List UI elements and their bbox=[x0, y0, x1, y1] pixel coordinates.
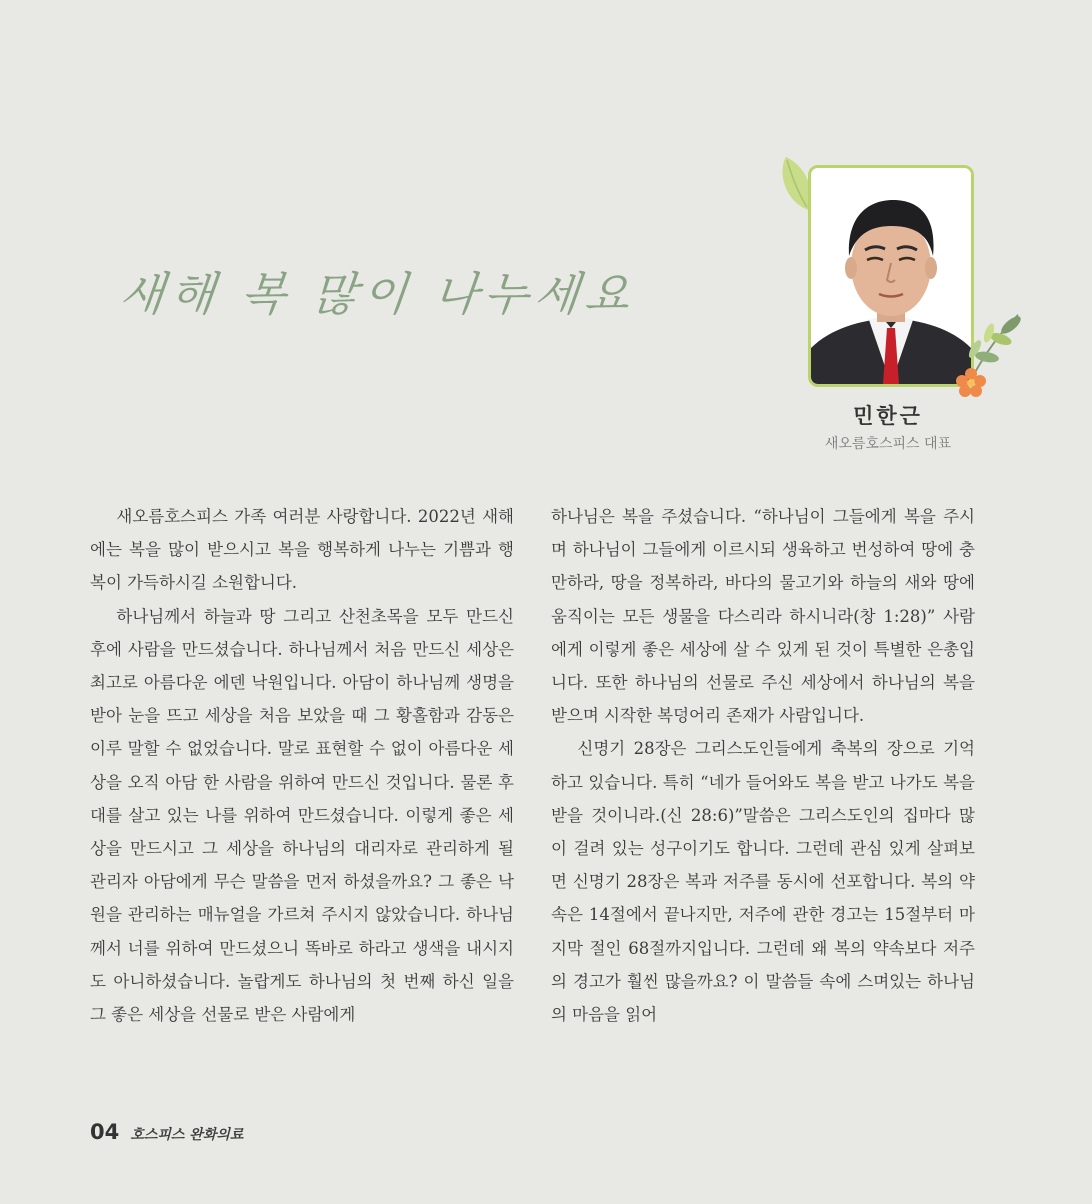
paragraph: 신명기 28장은 그리스도인들에게 축복의 장으로 기억하고 있습니다. 특히 “네가 들어와도 복을 받고 나가도 복을 받을 것이니라.(신 28:6)”말씀은 그리스도인의 집마다 많이 걸려 있는 성구이기도 합니다. 그런데 관심 있게 살펴보면 신명기 28장은 복과 저주를 동시에 선포합니다. 복의 약속은 14절에서 끝나지만, 저주에 관한 경고는 15절부터 마지막 절인 68절까지입니다. 그런데 왜 복의 약속보다 저주의 경고가 훨씬 많을까요? 이 말씀들 속에 스며있는 하나님의 마음을 읽어 bbox=[551, 739, 975, 1025]
author-photo-block bbox=[778, 155, 1038, 415]
flower-sprig-icon bbox=[943, 305, 1033, 405]
author-name: 민한근 bbox=[853, 404, 923, 428]
page-number: 04 bbox=[90, 1120, 120, 1144]
author-role: 새오름호스피스 대표 bbox=[824, 436, 952, 452]
article-title: 새해 복 많이 나누세요 bbox=[116, 267, 639, 321]
paragraph: 하나님께서 하늘과 땅 그리고 산천초목을 모두 만드신 후에 사람을 만드셨습니다. 하나님께서 처음 만드신 세상은 최고로 아름다운 에덴 낙원입니다. 아담이 하나님께 생명을 받아 눈을 뜨고 세상을 처음 보았을 때 그 황홀함과 감동은 이루 말할 수 없었습니다. 말로 표현할 수 없이 아름다운 세상을 오직 아담 한 사람을 위하여 만드신 것입니다. 물론 후대를 살고 있는 나를 위하여 만드셨습니다. 이렇게 좋은 세상을 만드시고 그 세상을 하나님의 대리자로 관리하게 될 관리자 아담에게 무슨 말씀을 먼저 하셨을까요? 그 좋은 낙원을 관리하는 매뉴얼을 가르쳐 주시지 않았습니다. 하나님께서 너를 위하여 만드셨으니 똑바로 하라고 생색을 내시지도 아니하셨습니다. 놀랍게도 하나님의 첫 번째 하신 일을 그 좋은 세상을 선물로 받은 사람에게 bbox=[90, 606, 514, 1025]
paragraph: 새오름호스피스 가족 여러분 사랑합니다. 2022년 새해에는 복을 많이 받으시고 복을 행복하게 나누는 기쁨과 행복이 가득하시길 소원합니다. bbox=[90, 507, 514, 593]
paragraph: 하나님은 복을 주셨습니다. “하나님이 그들에게 복을 주시며 하나님이 그들에게 이르시되 생육하고 번성하여 땅에 충만하라, 땅을 정복하라, 바다의 물고기와 하늘의 새와 땅에 움직이는 모든 생물을 다스리라 하시니라(창 1:28)” 사람에게 이렇게 좋은 세상에 살 수 있게 된 것이 특별한 은총입니다. 또한 하나님의 선물로 주신 세상에서 하나님의 복을 받으며 시작한 복덩어리 존재가 사람입니다. bbox=[551, 507, 975, 726]
page-footer bbox=[90, 1120, 243, 1144]
body-column-left bbox=[90, 500, 514, 1031]
body-column-right bbox=[551, 500, 975, 1031]
magazine-name: 호스피스 완화의료 bbox=[130, 1127, 244, 1143]
